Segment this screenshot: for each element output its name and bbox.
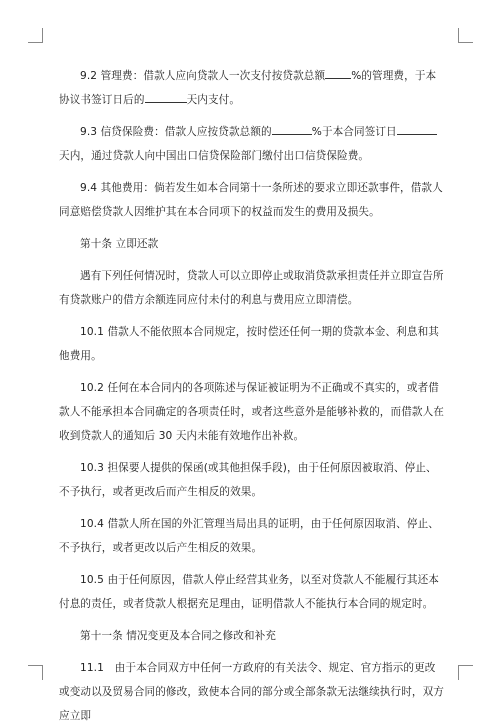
crop-mark-top-right (458, 28, 473, 43)
article-10-title: 第十条 立即还款 (80, 238, 159, 250)
clause-9-3 (59, 120, 444, 168)
clause-9-3-text-b: %于本合同签订日 (311, 126, 397, 138)
document-body (59, 64, 444, 728)
clause-9-3-text-c: 天内，通过贷款人向中国出口信贷保险部门缴付出口信贷保险费。 (59, 150, 370, 162)
clause-9-2 (59, 64, 444, 112)
clause-10-5: 10.5 由于任何原因，借款人停止经营其业务，以至对贷款人不能履行其还本付息的责任，或者贷款人根据充足理由，证明借款人不能执行本合同的规定时。 (59, 574, 439, 610)
clause-10-4: 10.4 借款人所在国的外汇管理当局出具的证明，由于任何原因取消、停止、不予执行，或者更改以后产生相反的效果。 (59, 518, 439, 554)
blank-fill-line (397, 122, 437, 135)
blank-fill-line (272, 122, 312, 135)
blank-fill-line (325, 66, 351, 79)
crop-mark-bottom-left (28, 665, 43, 680)
article-10-intro: 遇有下列任何情况时，贷款人可以立即停止或取消贷款承担责任并立即宣告所有贷款账户的借方余额连同应付未付的利息与费用应立即清偿。 (59, 270, 444, 306)
clause-11-1: 11.1 由于本合同双方中任何一方政府的有关法令、规定、官方指示的更改或变动以及贸易合同的修改，致使本合同的部分或全部条款无法继续执行时，双方应立即 (59, 662, 444, 722)
clause-10-1: 10.1 借款人不能依照本合同规定，按时偿还任何一期的贷款本金、利息和其他费用。 (59, 326, 439, 362)
clause-10-3: 10.3 担保要人提供的保函(或其他担保手段)，由于任何原因被取消、停止、不予执行，或者更改后而产生相反的效果。 (59, 462, 437, 498)
clause-9-2-text-a: 9.2 管理费：借款人应向贷款人一次支付按贷款总额 (80, 70, 326, 82)
crop-mark-bottom-right (458, 665, 473, 680)
article-11-title: 第十一条 情况变更及本合同之修改和补充 (80, 630, 276, 642)
clause-9-2-text-c: 天内支付。 (186, 94, 241, 106)
clause-10-2: 10.2 任何在本合同内的各项陈述与保证被证明为不正确或不真实的，或者借款人不能承担本合同确定的各项责任时，或者这些意外是能够补救的，而借款人在收到贷款人的通知后 30 天内未能有效地作出补救。 (59, 382, 444, 442)
clause-9-4: 9.4 其他费用：倘若发生如本合同第十一条所述的要求立即还款事件，借款人同意赔偿贷款人因维护其在本合同项下的权益而发生的费用及损失。 (59, 182, 443, 218)
clause-9-3-text-a: 9.3 信贷保险费：借款人应按贷款总额的 (80, 126, 272, 138)
blank-fill-line (145, 90, 187, 103)
crop-mark-top-left (28, 28, 43, 43)
clause-9-2-text-b: %的管理费，于本协议书签订日后的 (59, 70, 437, 106)
